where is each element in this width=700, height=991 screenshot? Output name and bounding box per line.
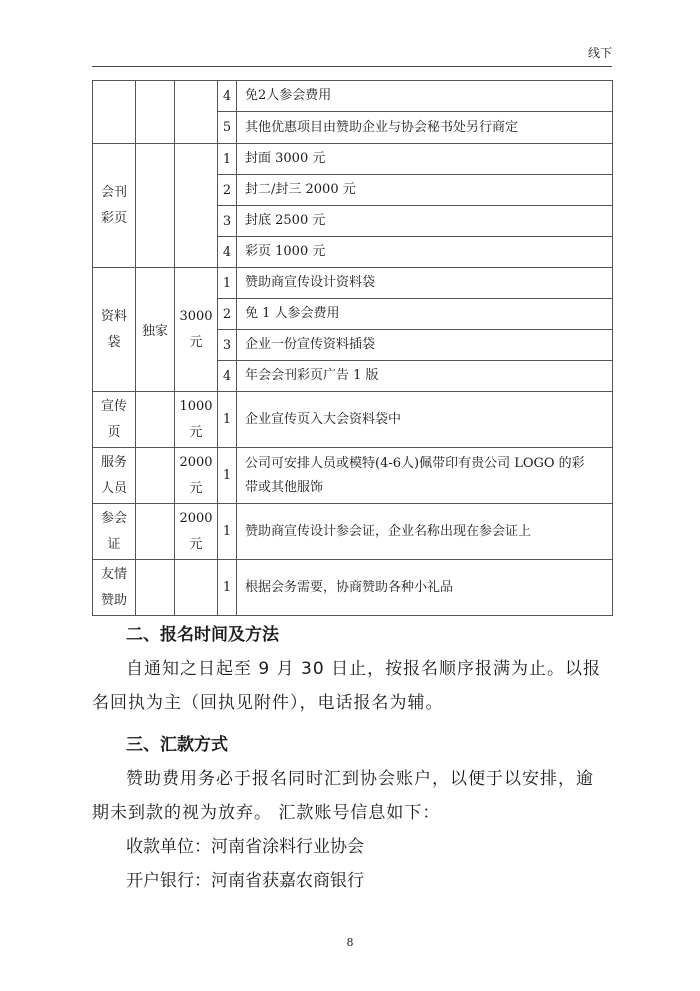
bank-line: 开户银行：河南省获嘉农商银行 — [126, 871, 364, 891]
item-description: 免 1 人参会费用 — [237, 299, 613, 330]
price-amount: 3000 — [179, 308, 213, 324]
section-3 — [92, 728, 613, 898]
header-divider — [92, 66, 612, 67]
item-name: 袋 — [107, 334, 121, 350]
item-description: 根据会务需要，协商赞助各种小礼品 — [237, 560, 613, 616]
item-number: 2 — [218, 175, 237, 206]
paragraph-line: 名回执为主（回执见附件），电话报名为辅。 — [92, 693, 444, 713]
price-amount: 1000 — [179, 398, 213, 414]
table-row — [93, 392, 613, 448]
item-name: 页 — [107, 424, 121, 440]
item-number: 4 — [218, 361, 237, 392]
item-name: 赞助 — [100, 592, 127, 608]
paragraph-line: 赞助费用务必于报名同时汇到协会账户，以便于以安排，逾 — [126, 769, 594, 789]
item-number: 4 — [218, 81, 237, 112]
item-description: 年会会刊彩页广告 1 版 — [237, 361, 613, 392]
paragraph-line: 自通知之日起至 9 月 30 日止，按报名顺序报满为止。以报 — [126, 659, 602, 679]
item-name-cell — [93, 268, 136, 392]
item-name: 服务 — [100, 454, 127, 470]
item-name: 人员 — [100, 480, 127, 496]
item-number: 3 — [218, 206, 237, 237]
item-name-cell — [93, 560, 136, 616]
table-row — [93, 504, 613, 560]
item-description: 企业宣传页入大会资料袋中 — [237, 392, 613, 448]
price-cell — [175, 504, 218, 560]
table-row — [93, 81, 613, 112]
description-line: 带或其他服饰 — [245, 479, 324, 495]
item-description: 企业一份宣传资料插袋 — [237, 330, 613, 361]
section-heading: 三、汇款方式 — [126, 735, 228, 755]
item-number: 5 — [218, 112, 237, 144]
item-name: 会刊 — [100, 184, 127, 200]
item-name-cell — [93, 504, 136, 560]
item-number: 4 — [218, 237, 237, 268]
item-number: 1 — [218, 392, 237, 448]
item-description: 封二/封三 2000 元 — [237, 175, 613, 206]
price-unit: 元 — [189, 334, 203, 350]
type-cell — [136, 144, 175, 268]
item-name: 友情 — [100, 566, 127, 582]
item-description: 封面 3000 元 — [237, 144, 613, 175]
item-name: 彩页 — [100, 210, 127, 226]
table-row — [93, 560, 613, 616]
type-cell — [136, 504, 175, 560]
item-number: 1 — [218, 560, 237, 616]
sponsorship-table — [92, 80, 613, 616]
item-number: 1 — [218, 448, 237, 504]
item-number: 2 — [218, 299, 237, 330]
item-description: 赞助商宣传设计参会证，企业名称出现在参会证上 — [237, 504, 613, 560]
item-description — [237, 448, 613, 504]
item-name: 宣传 — [100, 398, 127, 414]
price-cell — [175, 392, 218, 448]
price-amount: 2000 — [179, 454, 213, 470]
price-cell — [175, 560, 218, 616]
table-row — [93, 268, 613, 299]
item-number: 1 — [218, 144, 237, 175]
type-cell: 独家 — [136, 268, 175, 392]
item-description: 封底 2500 元 — [237, 206, 613, 237]
item-description: 其他优惠项目由赞助企业与协会秘书处另行商定 — [237, 112, 613, 144]
section-2 — [92, 618, 613, 720]
item-name: 资料 — [100, 308, 127, 324]
item-description: 彩页 1000 元 — [237, 237, 613, 268]
type-cell — [136, 560, 175, 616]
header-label: 线下 — [587, 46, 612, 60]
table-row — [93, 448, 613, 504]
item-name: 参会 — [100, 510, 127, 526]
description-line: 公司可安排人员或模特(4-6人)佩带印有贵公司 LOGO 的彩 — [245, 455, 585, 471]
price-cell — [175, 81, 218, 144]
item-name-cell — [93, 392, 136, 448]
type-cell — [136, 81, 175, 144]
item-name-cell — [93, 81, 136, 144]
item-name-cell — [93, 144, 136, 268]
price-cell — [175, 268, 218, 392]
price-amount: 2000 — [179, 510, 213, 526]
price-unit: 元 — [189, 536, 203, 552]
price-cell — [175, 144, 218, 268]
page-number: 8 — [346, 936, 354, 949]
payee-line: 收款单位：河南省涂料行业协会 — [126, 837, 364, 857]
item-name-cell — [93, 448, 136, 504]
paragraph-line: 期未到款的视为放弃。 汇款账号信息如下： — [92, 803, 441, 823]
item-description: 赞助商宣传设计资料袋 — [237, 268, 613, 299]
price-cell — [175, 448, 218, 504]
item-number: 1 — [218, 504, 237, 560]
item-number: 3 — [218, 330, 237, 361]
price-unit: 元 — [189, 424, 203, 440]
type-cell — [136, 392, 175, 448]
table-row — [93, 144, 613, 175]
type-cell — [136, 448, 175, 504]
price-unit: 元 — [189, 480, 203, 496]
item-number: 1 — [218, 268, 237, 299]
item-name: 证 — [107, 536, 121, 552]
section-heading: 二、报名时间及方法 — [126, 625, 279, 645]
item-description: 免2人参会费用 — [237, 81, 613, 112]
